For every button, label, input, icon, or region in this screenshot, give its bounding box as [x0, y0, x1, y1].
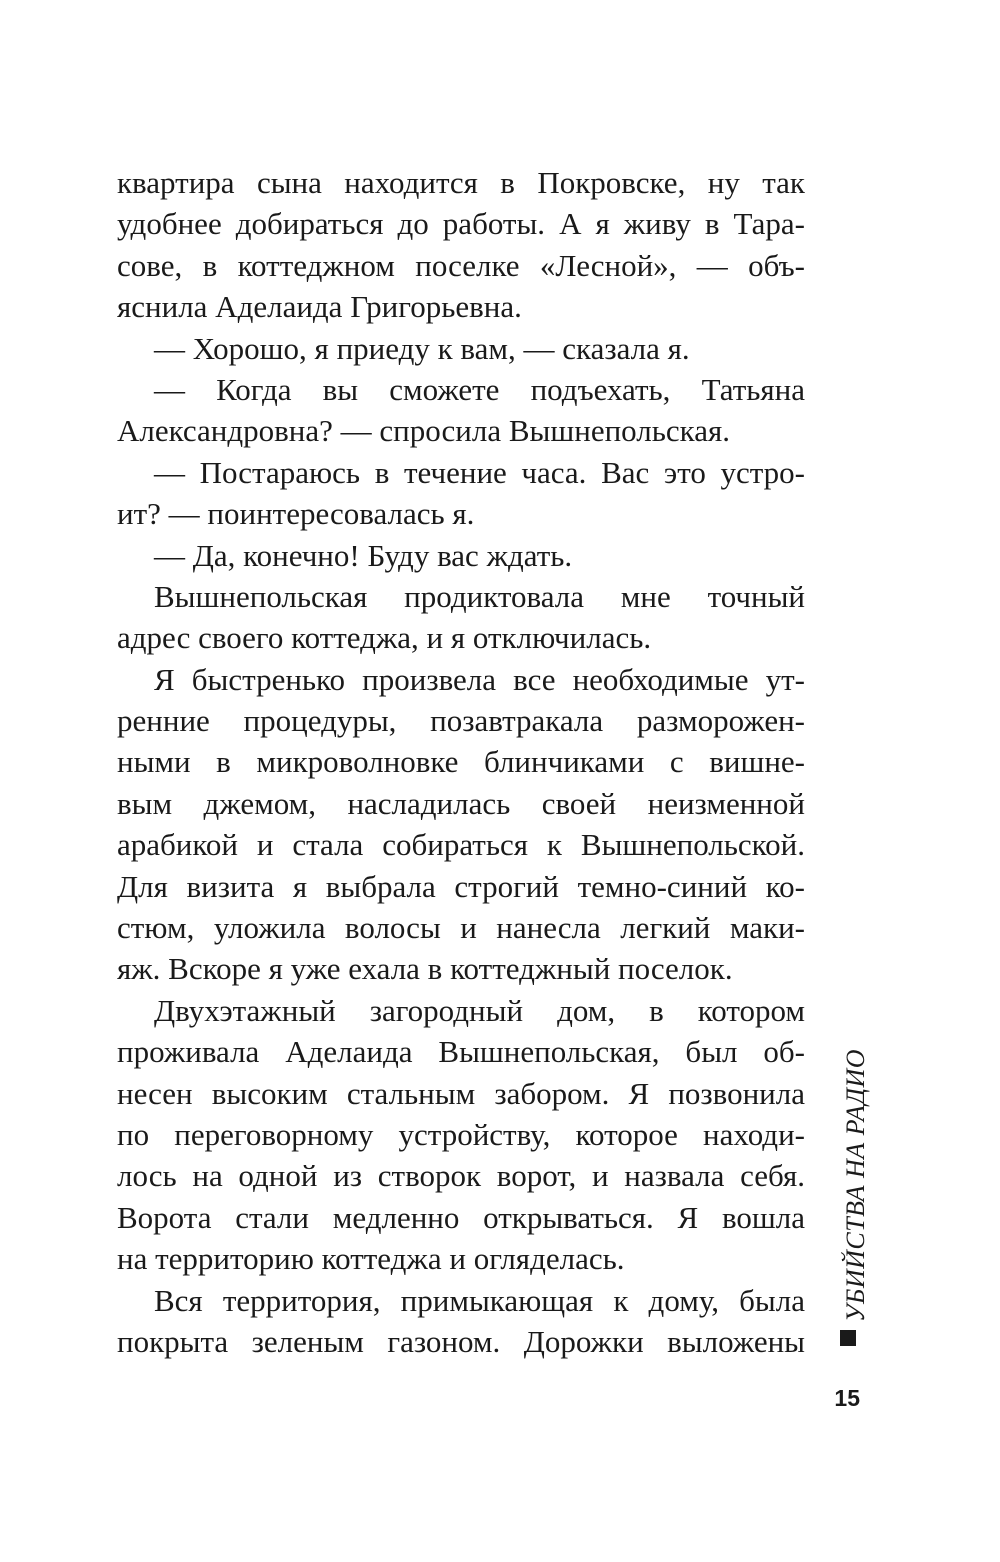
dialogue-line: — Хорошо, я приеду к вам, — сказала я. [154, 330, 690, 366]
text-line: ит? — поинтересовалась я. [117, 496, 475, 532]
text-line: квартира сына находится в Покровске, ну так [117, 165, 805, 200]
running-head [836, 1040, 876, 1360]
body-text [117, 162, 805, 1362]
text-line: арабикой и стала собираться к Вышнепольской. [117, 827, 805, 863]
paragraph-start-line: Вышнепольская продиктовала мне точный [154, 578, 805, 614]
text-line: несен высоким стальным забором. Я позвонила [117, 1075, 805, 1111]
paragraph-start-line: Я быстренько произвела все необходимые ут- [154, 661, 805, 697]
dialogue-line: — Постараюсь в течение часа. Вас это устро- [154, 454, 805, 490]
text-line: ными в микроволновке блинчиками с вишне- [117, 744, 805, 780]
text-line: удобнее добираться до работы. А я живу в Тара- [117, 206, 805, 242]
paragraph-start-line: Вся территория, примыкающая к дому, была [154, 1282, 805, 1318]
dialogue-line: — Когда вы сможете подъехать, Татьяна [154, 371, 805, 407]
text-line: лось на одной из створок ворот, и назвала себя. [117, 1158, 805, 1194]
text-line: адрес своего коттеджа, и я отключилась. [117, 620, 652, 656]
text-line: стюм, уложила волосы и нанесла легкий маки- [117, 910, 805, 946]
text-line: проживала Аделаида Вышнепольская, был об- [117, 1034, 805, 1070]
text-line: на территорию коттеджа и огляделась. [117, 1241, 625, 1277]
paragraph-start-line: Двухэтажный загородный дом, в котором [154, 992, 805, 1028]
text-line: по переговорному устройству, которое находи- [117, 1116, 805, 1152]
text-line: Для визита я выбрала строгий темно-синий ко- [117, 868, 805, 904]
text-line: Ворота стали медленно открываться. Я вошла [117, 1199, 805, 1235]
page-number: 15 [834, 1385, 860, 1411]
text-line: Александровна? — спросила Вышнепольская. [117, 413, 730, 449]
square-bullet-icon [840, 1330, 856, 1346]
text-line: яж. Вскоре я уже ехала в коттеджный поселок. [117, 951, 733, 987]
text-line: покрыта зеленым газоном. Дорожки выложены [117, 1323, 805, 1359]
text-line: вым джемом, насладилась своей неизменной [117, 785, 805, 821]
running-head-title: УБИЙСТВА НА РАДИО [841, 1048, 870, 1322]
text-line: сове, в коттеджном поселке «Лесной», — объ- [117, 247, 805, 283]
text-line: ренние процедуры, позавтракала разморожен- [117, 703, 805, 739]
dialogue-line: — Да, конечно! Буду вас ждать. [154, 537, 573, 573]
text-line: яснила Аделаида Григорьевна. [117, 289, 522, 325]
